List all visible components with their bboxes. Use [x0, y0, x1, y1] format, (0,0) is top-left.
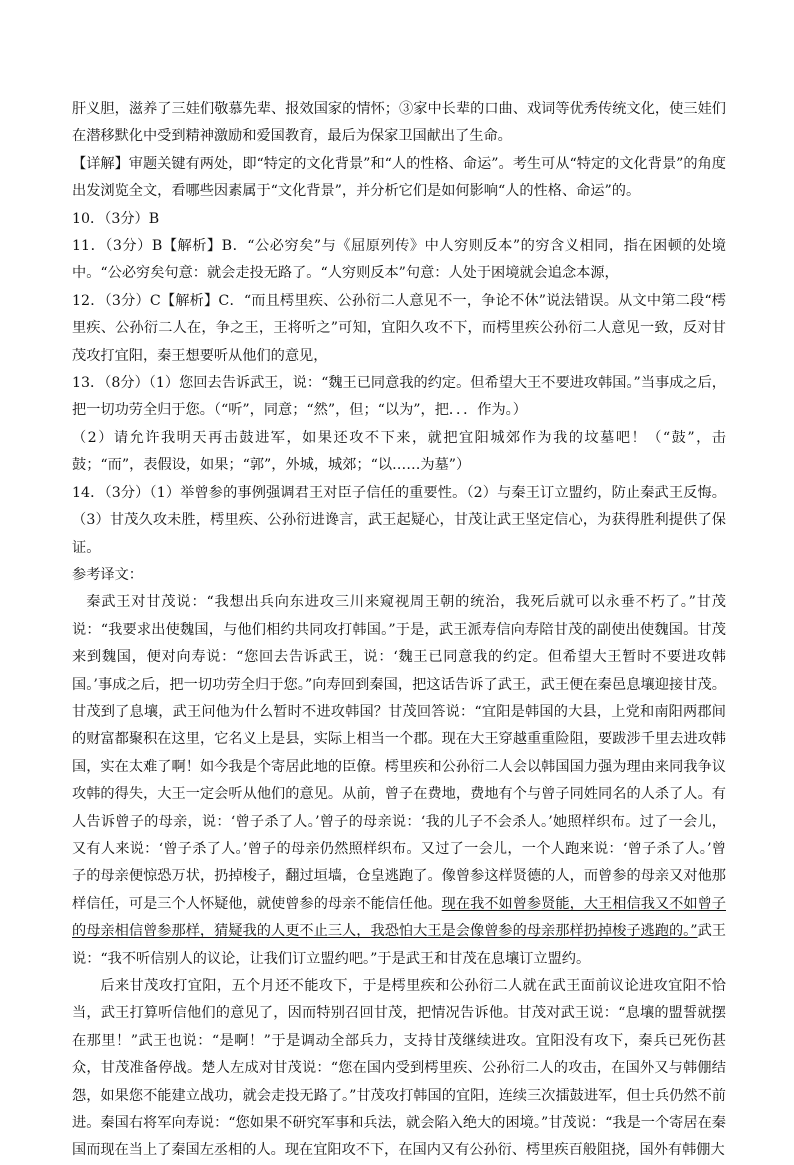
translation-text: 武王说：“我不听信别人的议论，让我们订立盟约吧。”于是武王和甘茂在息壤订立盟约。 [72, 923, 726, 967]
answer-13-2: （2）请允许我明天再击鼓进军，如果还攻不下来，就把宜阳城郊作为我的坟墓吧！（“鼓”，击鼓；“而”，表假设，如果；“郭”，外城，城郊；“以……为墓”） [72, 429, 726, 474]
answer-13-1: 13．（8分）（1）您回去告诉武王，说：“魏王已同意我的约定。但希望大王不要进攻韩国。”当事成之后，把一切功劳全归于您。（“听”，同意；“然”，但；“以为”，把．．．作为。） [72, 375, 726, 419]
answer-10: 10．（3分）B [72, 210, 160, 227]
translation-paragraph-1 [72, 589, 726, 973]
translation-text: 秦武王对甘茂说：“我想出兵向东进攻三川来窥视周王朝的统治，我死后就可以永垂不朽了。”甘茂说：“我要求出使魏国，与他们相约共同攻打韩国。”于是，武王派寿信向寿陪甘茂的副使出使魏国。甘茂来到魏国，便对向寿说：“您回去告诉武王，说：‘魏王已同意我的约定。但希望大王暂时不要进攻韩国。’事成之后，把一切功劳全归于您。”向寿回到秦国，把这话告诉了武王，武王便在秦邑息壤迎接甘茂。甘茂到了息壤，武王问他为什么暂时不进攻韩国？甘茂回答说：“宜阳是韩国的大县，上党和南阳两郡间的财富都聚积在这里，它名义上是县，实际上相当一个郡。现在大王穿越重重险阻，要跋涉千里去进攻韩国，实在太难了啊！如今我是个寄居此地的臣僚。樗里疾和公孙衍二人会以韩国国力强为理由来同我争议攻韩的得失，大王一定会听从他们的意见。从前，曾子在费地，费地有个与曾子同姓同名的人杀了人。有人告诉曾子的母亲，说：‘曾子杀了人。’曾子的母亲说：‘我的儿子不会杀人。’她照样织布。过了一会儿，又有人来说：‘曾子杀了人。’曾子的母亲仍然照样织布。又过了一会儿，一个人跑来说：‘曾子杀了人。’曾子的母亲便惊恐万状，扔掉梭子，翻过垣墙，仓皇逃跑了。像曾参这样贤德的人，而曾参的母亲又对他那样信任，可是三个人怀疑他，就使曾参的母亲不能信任他。 [72, 594, 726, 912]
answer-14: 14．（3分）（1）举曾参的事例强调君王对臣子信任的重要性。（2）与秦王订立盟约，防止秦武王反悔。（3）甘茂久攻未胜，樗里疾、公孙衍进谗言，武王起疑心，甘茂让武王坚定信心，为获得胜利提供了保证。 [72, 484, 726, 556]
translation-paragraph-2: 后来甘茂攻打宜阳，五个月还不能攻下，于是樗里疾和公孙衍二人就在武王面前议论进攻宜阳不恰当，武王打算听信他们的意见了，因而特别召回甘茂，把情况告诉他。甘茂对武王说：“息壤的盟誓就摆在那里！”武王也说：“是啊！”于是调动全部兵力，支持甘茂继续进攻。宜阳没有攻下，秦兵已死伤甚众，甘茂准备停战。楚人左成对甘茂说：“您在国内受到樗里疾、公孙衍二人的攻击，在国外又与韩倗结怨，如果您不能建立战功，就会走投无路了。”甘茂攻打韩国的宜阳，连续三次擂鼓进军，但士兵仍然不前进。秦国右将军向寿说：“您如果不研究军事和兵法，就会陷入绝大的困境。”甘茂说：“我是一个寄居在秦国而现在当上了秦国左丞相的人。现在宜阳攻不下，在国内又有公孙衍、樗里疾百般阻挠，国外有韩倗大 [72, 978, 726, 1159]
underlined-translation: 现在我不如曾参贤能，大王相信我又不如曾子的母亲相信曾参那样，猜疑我的人更不止三人，我恐怕大王是会像曾参的母亲那样扔掉梭子逃跑的。” [72, 895, 726, 940]
answer-12: 12．（3分）C【解析】C．“而且樗里疾、公孙衍二人意见不一，争论不休”说法错误。从文中第二段“樗里疾、公孙衍二人在，争之王，王将听之”可知，宜阳久攻不下，而樗里疾公孙衍二人意见一致，反对甘茂攻打宜阳，秦王想要听从他们的意见， [72, 292, 726, 364]
answer-line: 肝义胆，滋养了三娃们敬慕先辈、报效国家的情怀；③家中长辈的口曲、戏词等优秀传统文化，使三娃们在潜移默化中受到精神激励和爱国教育，最后为保家卫国献出了生命。 [72, 101, 726, 145]
document-body [72, 96, 726, 1165]
detail-analysis: 【详解】审题关键有两处，即“特定的文化背景”和“人的性格、命运”。考生可从“特定的文化背景”的角度出发浏览全文，看哪些因素属于“文化背景”，并分析它们是如何影响“人的性格、命运”的。 [72, 155, 726, 200]
answer-11: 11．（3分）B【解析】B．“公必穷矣”与《屈原列传》中人穷则反本”的穷含义相同，指在困顿的处境中。“公必穷矣句意：就会走投无路了。“人穷则反本”句意：人处于困境就会追念本源， [72, 238, 726, 282]
translation-heading: 参考译文： [72, 566, 143, 583]
